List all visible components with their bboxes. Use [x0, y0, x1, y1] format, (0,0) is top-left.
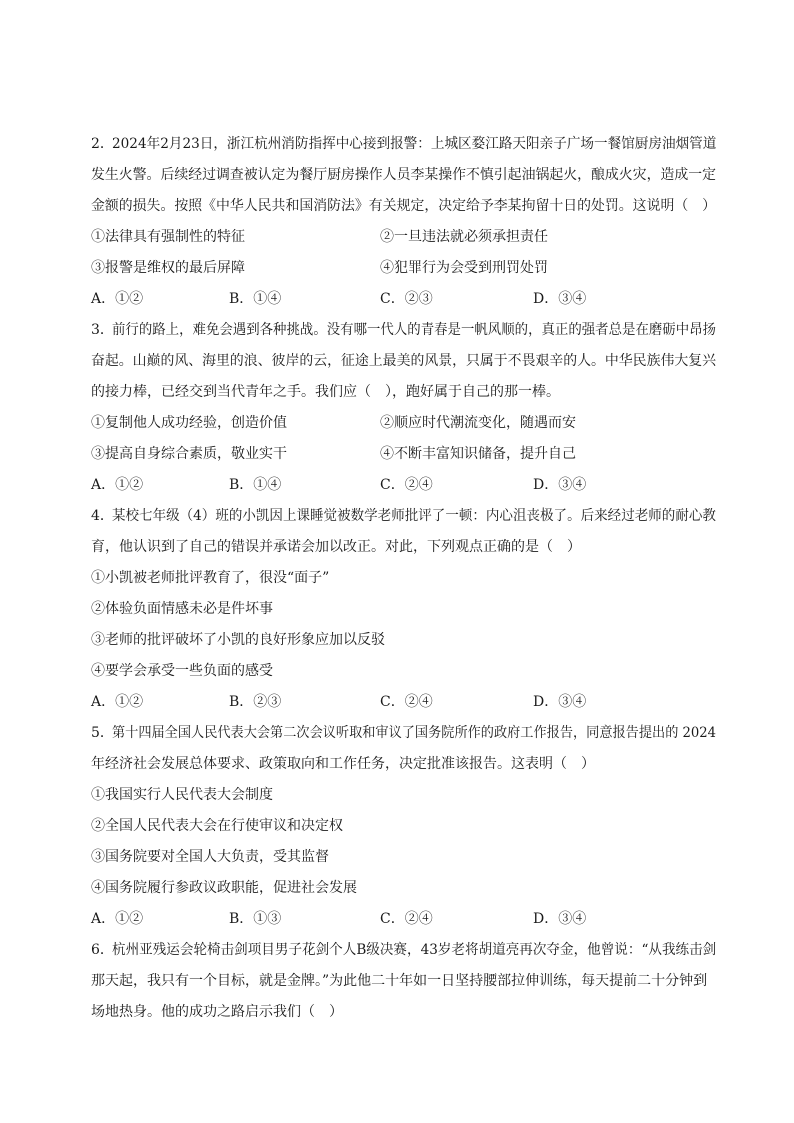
choice-a[interactable]: A．①② [91, 911, 144, 927]
statement: ①我国实行人民代表大会制度 [91, 787, 273, 803]
question-stem-line: 前行的路上，难免会遇到各种挑战。没有哪一代人的青春是一帆风顺的，真正的强者总是在磨砺中昂扬 [112, 322, 716, 338]
choice-a[interactable]: A．①② [91, 477, 144, 493]
choice-d[interactable]: D．③④ [533, 911, 587, 927]
question-stem-line: 的接力棒，已经交到当代青年之手。我们应（ ），跑好属于自己的那一棒。 [91, 384, 560, 400]
statement: ②全国人民代表大会在行使审议和决定权 [91, 818, 343, 834]
statement: ①法律具有强制性的特征 [91, 229, 245, 245]
statement: ④国务院履行参政议政职能，促进社会发展 [91, 880, 357, 896]
statement: ③报警是维权的最后屏障 [91, 260, 245, 276]
question-stem-line: 金额的损失。按照《中华人民共和国消防法》有关规定，决定给予李某拘留十日的处罚。这说明（ ） [91, 198, 717, 214]
choice-d[interactable]: D．③④ [533, 291, 587, 307]
question-stem-line: 育，他认识到了自己的错误并承诺会加以改正。对此，下列观点正确的是（ ） [91, 539, 581, 555]
choice-b[interactable]: B．①③ [229, 911, 282, 927]
question-stem-line: 第十四届全国人民代表大会第二次会议听取和审议了国务院所作的政府工作报告，同意报告提出的 2024 [112, 725, 717, 741]
statement: ②一旦违法就必须承担责任 [380, 229, 548, 245]
statement: ①复制他人成功经验，创造价值 [91, 415, 287, 431]
choice-c[interactable]: C．②③ [380, 291, 433, 307]
question-stem-line: 奋起。山巅的风、海里的浪、彼岸的云，征途上最美的风景，只属于不畏艰辛的人。中华民族伟大复兴 [91, 353, 717, 369]
question-stem-line: 场地热身。他的成功之路启示我们（ ） [91, 1004, 343, 1020]
choice-c[interactable]: C．②④ [380, 694, 433, 710]
statement: ④不断丰富知识储备，提升自己 [380, 446, 576, 462]
question-stem-line: 年经济社会发展总体要求、政策取向和工作任务，决定批准该报告。这表明（ ） [91, 756, 595, 772]
choice-d[interactable]: D．③④ [533, 694, 587, 710]
choice-c[interactable]: C．②④ [380, 477, 433, 493]
statement: ④犯罪行为会受到刑罚处罚 [380, 260, 548, 276]
question-number: 3． [91, 322, 114, 338]
question-number: 2． [91, 136, 114, 152]
question-stem-line: 那天起，我只有一个目标，就是金牌。”为此他二十年如一日坚持腰部拉伸训练，每天提前二十分钟到 [91, 973, 708, 989]
statement: ③提高自身综合素质，敬业实干 [91, 446, 287, 462]
choice-b[interactable]: B．②③ [229, 694, 282, 710]
statement: ②顺应时代潮流变化，随遇而安 [380, 415, 576, 431]
question-stem-line: 2024年2月23日，浙江杭州消防指挥中心接到报警：上城区婺江路天阳亲子广场一餐馆厨房油烟管道 [112, 136, 717, 152]
choice-d[interactable]: D．③④ [533, 477, 587, 493]
question-stem-line: 某校七年级（4）班的小凯因上课睡觉被数学老师批评了一顿：内心沮丧极了。后来经过老师的耐心教 [112, 508, 716, 524]
question-number: 5． [91, 725, 114, 741]
choice-a[interactable]: A．①② [91, 291, 144, 307]
question-stem-line: 杭州亚残运会轮椅击剑项目男子花剑个人B级决赛，43岁老将胡道亮再次夺金，他曾说：“从我练击剑 [112, 942, 717, 958]
question-number: 6． [91, 942, 114, 958]
choice-a[interactable]: A．①② [91, 694, 144, 710]
choice-b[interactable]: B．①④ [229, 477, 282, 493]
statement: ①小凯被老师批评教育了，很没“面子” [91, 570, 330, 586]
statement: ③国务院要对全国人大负责，受其监督 [91, 849, 329, 865]
choice-c[interactable]: C．②④ [380, 911, 433, 927]
statement: ④要学会承受一些负面的感受 [91, 663, 273, 679]
choice-b[interactable]: B．①④ [229, 291, 282, 307]
statement: ③老师的批评破坏了小凯的良好形象应加以反驳 [91, 632, 385, 648]
question-number: 4． [91, 508, 114, 524]
question-stem-line: 发生火警。后续经过调查被认定为餐厅厨房操作人员李某操作不慎引起油锅起火，酿成火灾，造成一定 [91, 167, 717, 183]
statement: ②体验负面情感未必是件坏事 [91, 601, 273, 617]
